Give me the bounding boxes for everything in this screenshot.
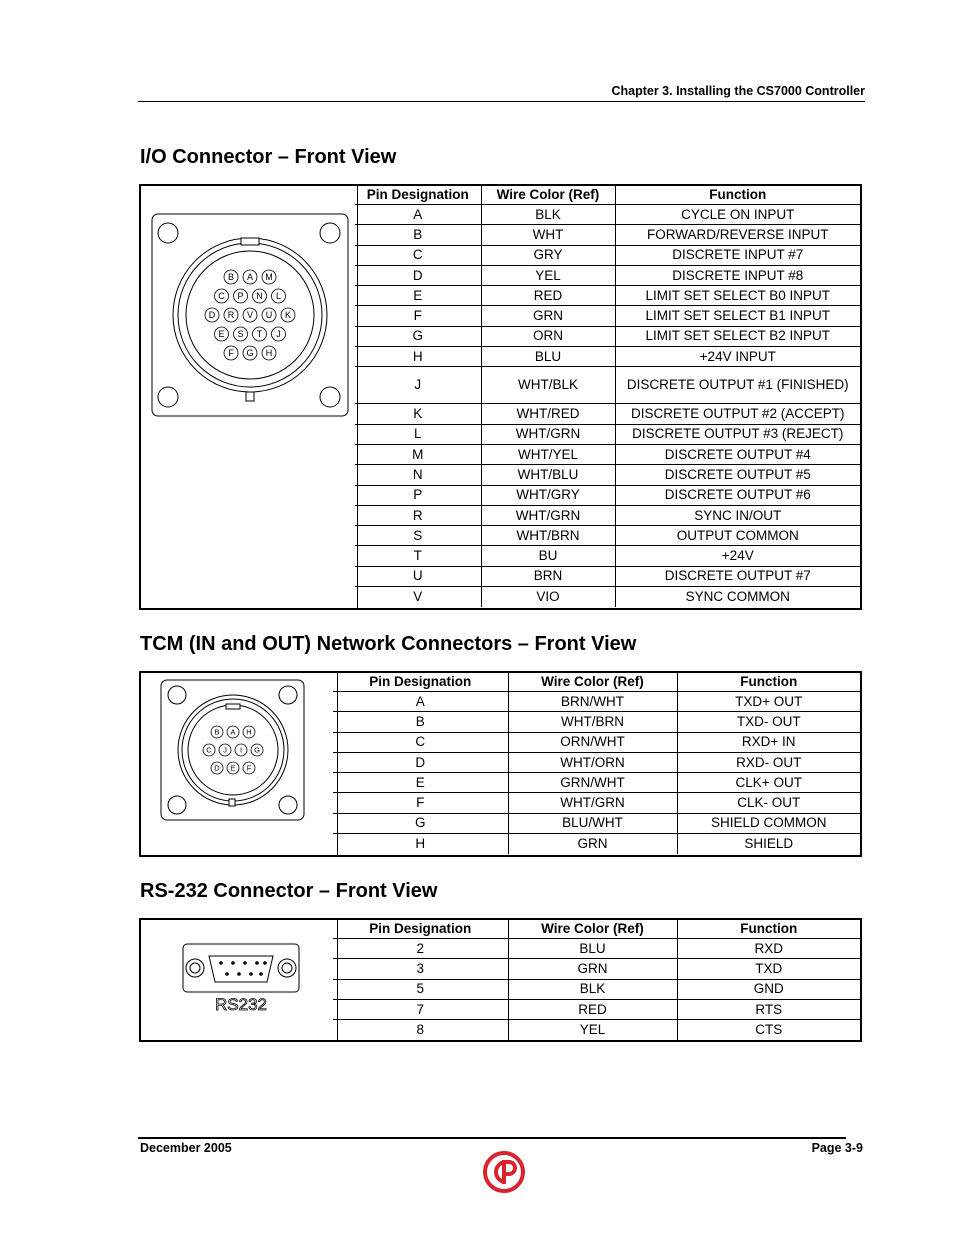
pin-label: J [223,745,227,755]
pin-designation-cell: V [355,587,481,607]
column-header: Function [677,920,860,939]
function-cell: TXD- OUT [677,712,860,732]
wire-color-cell: BRN [481,566,615,586]
wire-color-cell: VIO [481,587,615,607]
table-row [333,999,860,1019]
function-cell: DISCRETE INPUT #7 [615,245,860,265]
table-row [355,286,860,306]
pin-designation-cell: P [355,485,481,505]
wire-color-cell: YEL [481,265,615,285]
pin-designation-cell: G [333,813,508,833]
table-row [355,326,860,346]
io-connector-table [355,186,860,607]
pin-designation-cell: D [333,752,508,772]
tcm-connector-title: TCM (IN and OUT) Network Connectors – Front View [140,633,637,655]
pin-label: E [230,763,236,773]
table-row [333,1020,860,1040]
wire-color-cell: BLU [481,347,615,367]
function-cell: DISCRETE OUTPUT #5 [615,465,860,485]
table-row [333,793,860,813]
wire-color-cell: WHT/RED [481,404,615,424]
pin-designation-cell: N [355,465,481,485]
function-cell: RXD+ IN [677,732,860,752]
pin-designation-cell: A [333,692,508,712]
wire-color-cell: GRN [508,834,677,854]
pin-designation-cell: G [355,326,481,346]
pin-designation-cell: M [355,444,481,464]
pin-designation-cell: B [333,712,508,732]
function-cell: DISCRETE OUTPUT #7 [615,566,860,586]
pin-designation-cell: 5 [333,979,508,999]
wire-color-cell: BLU [508,939,677,959]
column-header: Wire Color (Ref) [481,186,615,205]
function-cell: RXD- OUT [677,752,860,772]
rs232-connector-table [333,920,860,1040]
cp-logo-graphic [482,1150,526,1194]
function-cell: SYNC IN/OUT [615,505,860,525]
column-header: Wire Color (Ref) [508,673,677,692]
pin-label: I [239,745,243,755]
column-header: Function [615,186,860,205]
io-connector-title: I/O Connector – Front View [140,146,397,168]
function-cell: GND [677,979,860,999]
table-row [355,546,860,566]
wire-color-cell: WHT/YEL [481,444,615,464]
pin-label: T [256,329,263,340]
table-row [355,485,860,505]
pin-designation-cell: D [355,265,481,285]
pin-label: S [237,329,244,340]
pin-label: N [256,291,263,302]
pin-designation-cell: L [355,424,481,444]
function-cell: RTS [677,999,860,1019]
wire-color-cell: ORN/WHT [508,732,677,752]
wire-color-cell: BRN/WHT [508,692,677,712]
function-cell: DISCRETE OUTPUT #2 (ACCEPT) [615,404,860,424]
wire-color-cell: WHT/GRN [481,505,615,525]
table-row [333,752,860,772]
table-row [333,959,860,979]
column-header: Pin Designation [333,673,508,692]
footer-rule [138,1137,846,1139]
pin-label: M [265,272,273,283]
pin-designation-cell: A [355,205,481,225]
function-cell: TXD+ OUT [677,692,860,712]
pin-designation-cell: 8 [333,1020,508,1040]
pin-designation-cell: F [333,793,508,813]
wire-color-cell: GRN/WHT [508,773,677,793]
function-cell: LIMIT SET SELECT B1 INPUT [615,306,860,326]
pin-designation-cell: E [333,773,508,793]
pin-designation-cell: 7 [333,999,508,1019]
table-row [355,265,860,285]
pin-designation-cell: J [355,367,481,404]
column-header: Function [677,673,860,692]
table-row [333,834,860,854]
function-cell: CYCLE ON INPUT [615,205,860,225]
tcm-connector-diagram [141,673,338,855]
wire-color-cell: RED [481,286,615,306]
tcm-pin-group [203,726,263,774]
function-cell: CTS [677,1020,860,1040]
wire-color-cell: YEL [508,1020,677,1040]
column-header: Wire Color (Ref) [508,920,677,939]
wire-color-cell: BU [481,546,615,566]
wire-color-cell: GRN [481,306,615,326]
tcm-connector-box [139,671,862,857]
function-cell: LIMIT SET SELECT B0 INPUT [615,286,860,306]
wire-color-cell: BLK [508,979,677,999]
wire-color-cell: WHT [481,225,615,245]
pin-designation-cell: F [355,306,481,326]
function-cell: SHIELD [677,834,860,854]
table-row [355,347,860,367]
wire-color-cell: WHT/BRN [481,526,615,546]
wire-color-cell: WHT/ORN [508,752,677,772]
function-cell: SHIELD COMMON [677,813,860,833]
wire-color-cell: GRY [481,245,615,265]
wire-color-cell: ORN [481,326,615,346]
function-cell: +24V INPUT [615,347,860,367]
pin-designation-cell: S [355,526,481,546]
function-cell: LIMIT SET SELECT B2 INPUT [615,326,860,346]
pin-label: E [218,329,225,340]
pin-label: L [275,291,282,302]
table-row [355,465,860,485]
pin-designation-cell: E [355,286,481,306]
column-header: Pin Designation [355,186,481,205]
wire-color-cell: WHT/BRN [508,712,677,732]
table-row [333,712,860,732]
table-row [355,505,860,525]
function-cell: DISCRETE OUTPUT #4 [615,444,860,464]
wire-color-cell: RED [508,999,677,1019]
cp-logo-icon [482,1150,526,1199]
function-cell: CLK+ OUT [677,773,860,793]
rs232-connector-box [139,918,862,1042]
pin-label: J [276,329,281,340]
table-row [355,404,860,424]
pin-label: B [227,272,235,283]
tcm-connector-drawing [141,673,337,855]
table-row [333,979,860,999]
function-cell: SYNC COMMON [615,587,860,607]
pin-designation-cell: H [355,347,481,367]
pin-label: F [246,763,252,773]
header-rule [138,101,865,102]
table-row [355,306,860,326]
pin-designation-cell: C [355,245,481,265]
table-row [355,444,860,464]
function-cell: OUTPUT COMMON [615,526,860,546]
function-cell: CLK- OUT [677,793,860,813]
io-connector-diagram [141,186,358,608]
function-cell: RXD [677,939,860,959]
function-cell: TXD [677,959,860,979]
wire-color-cell: WHT/BLK [481,367,615,404]
function-cell: +24V [615,546,860,566]
chapter-header: Chapter 3. Installing the CS7000 Controller [611,84,865,98]
pin-label: D [214,763,220,773]
pin-label: C [218,291,225,302]
rs232-connector-title: RS-232 Connector – Front View [140,880,438,902]
function-cell: DISCRETE OUTPUT #6 [615,485,860,505]
wire-color-cell: WHT/GRY [481,485,615,505]
wire-color-cell: BLK [481,205,615,225]
table-row [333,732,860,752]
pin-label: H [246,727,252,737]
table-row [333,692,860,712]
pin-label: V [246,310,254,321]
pin-designation-cell: H [333,834,508,854]
wire-color-cell: GRN [508,959,677,979]
table-row [355,205,860,225]
pin-designation-cell: T [355,546,481,566]
pin-designation-cell: B [355,225,481,245]
footer-page-number: Page 3-9 [811,1141,863,1155]
pin-label: F [228,348,234,359]
rs232-connector-drawing [141,920,337,1040]
pin-label: A [246,272,254,283]
io-connector-box [139,184,862,610]
pin-designation-cell: K [355,404,481,424]
column-header: Pin Designation [333,920,508,939]
table-row [355,566,860,586]
wire-color-cell: WHT/BLU [481,465,615,485]
pin-designation-cell: U [355,566,481,586]
pin-designation-cell: R [355,505,481,525]
pin-label: P [237,291,244,302]
table-row [333,773,860,793]
io-pin-group [205,270,295,360]
pin-label: C [206,745,212,755]
function-cell: DISCRETE OUTPUT #1 (FINISHED) [615,367,860,404]
table-row [355,367,860,404]
pin-label: R [227,310,235,321]
pin-label: H [265,348,273,359]
table-row [355,225,860,245]
io-connector-drawing [141,186,357,608]
pin-label: A [230,727,236,737]
rs232-connector-diagram [141,920,338,1040]
pin-label: G [254,745,260,755]
pin-label: D [208,310,216,321]
table-row [355,424,860,444]
wire-color-cell: WHT/GRN [481,424,615,444]
pin-designation-cell: 3 [333,959,508,979]
tcm-connector-table [333,673,860,854]
wire-color-cell: WHT/GRN [508,793,677,813]
table-row [355,245,860,265]
footer-date: December 2005 [140,1141,232,1155]
table-row [333,939,860,959]
pin-label: U [265,310,273,321]
pin-designation-cell: C [333,732,508,752]
table-row [355,587,860,607]
wire-color-cell: BLU/WHT [508,813,677,833]
table-row [333,813,860,833]
pin-label: K [284,310,292,321]
rs232-connector-label: RS232 [215,995,267,1014]
pin-label: B [214,727,220,737]
function-cell: DISCRETE INPUT #8 [615,265,860,285]
table-row [355,526,860,546]
function-cell: FORWARD/REVERSE INPUT [615,225,860,245]
pin-label: G [246,348,254,359]
function-cell: DISCRETE OUTPUT #3 (REJECT) [615,424,860,444]
pin-designation-cell: 2 [333,939,508,959]
